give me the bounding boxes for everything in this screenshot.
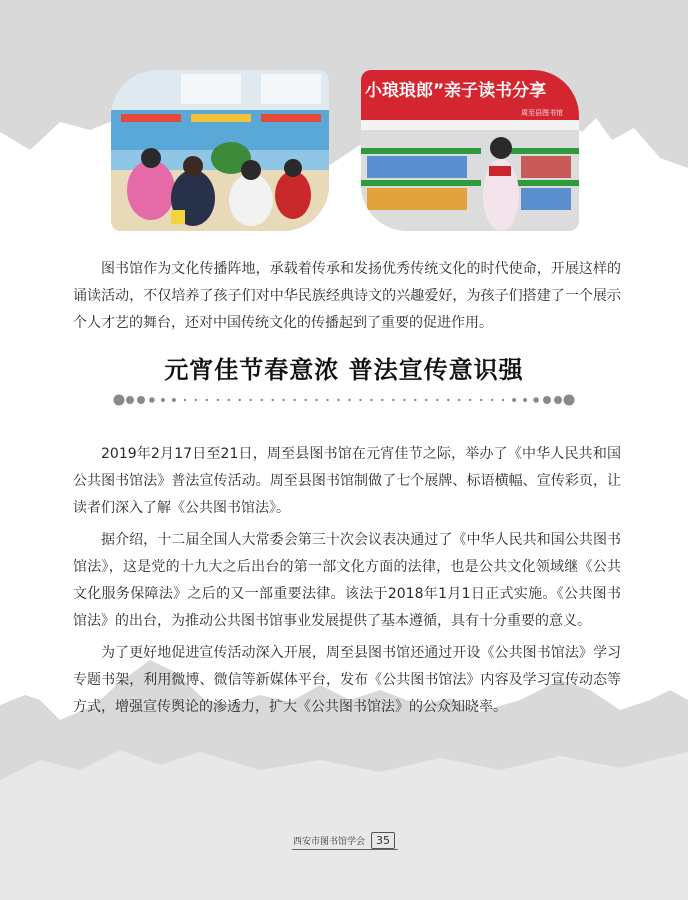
divider-dot [149, 397, 155, 403]
lower-mountain-highlight [0, 750, 688, 900]
divider-dot [370, 399, 372, 401]
divider-dot [250, 399, 252, 401]
divider-dot [195, 399, 197, 401]
divider-dot [359, 399, 361, 401]
body-paragraph: 为了更好地促进宣传活动深入开展，周至县图书馆还通过开设《公共图书馆法》学习专题书架，利用微博、微信等新媒体平台，发布《公共图书馆法》内容及学习宣传动态等方式，增强宣传舆论的渗透力，扩大《公共图书馆法》的公众知晓率。 [73, 645, 621, 715]
divider-dot [502, 399, 504, 401]
divider-dot [282, 399, 284, 401]
reading-event-image [361, 70, 579, 231]
divider-dot [161, 398, 165, 402]
dotted-divider [112, 393, 576, 407]
divider-dot [436, 399, 438, 401]
divider-dot [348, 399, 350, 401]
divider-dot [184, 399, 186, 401]
divider-dot [381, 399, 383, 401]
divider-dot [543, 396, 551, 404]
divider-dot [304, 399, 306, 401]
divider-dot [206, 399, 208, 401]
upper-mountain-band [0, 0, 688, 168]
divider-dot [554, 396, 562, 404]
event-banner-text: 小琅琅郎”亲子读书分享 [365, 81, 547, 101]
divider-dot [403, 399, 405, 401]
body-paragraph: 2019年2月17日至21日，周至县图书馆在元宵佳节之际，举办了《中华人民共和国公共图书馆法》普法宣传活动。周至县图书馆制做了七个展牌、标语横幅、宣传彩页，让读者们深入了解《公共图书馆法》。 [73, 446, 621, 516]
divider-dot [261, 399, 263, 401]
page-number: 35 [371, 832, 395, 849]
divider-dot [447, 399, 449, 401]
divider-dot [172, 398, 176, 402]
footer-organization: 西安市图书馆学会 [293, 837, 366, 847]
divider-dot [458, 399, 460, 401]
divider-dot [326, 399, 328, 401]
divider-dot [564, 395, 575, 406]
divider-dot [480, 399, 482, 401]
footer-rule [292, 849, 398, 850]
divider-dot [239, 399, 241, 401]
children-reading-image [111, 70, 329, 231]
photo-parent-child-reading-event [361, 70, 579, 231]
divider-dot [126, 396, 134, 404]
divider-dot [114, 395, 125, 406]
divider-dot [137, 396, 145, 404]
intro-paragraph-block [73, 256, 621, 337]
divider-dot [414, 399, 416, 401]
divider-dot [293, 399, 295, 401]
divider-dot [228, 399, 230, 401]
event-banner-subtitle: 周至县图书馆 [521, 109, 563, 117]
divider-dot [272, 399, 274, 401]
divider-dot [533, 397, 539, 403]
divider-dot [491, 399, 493, 401]
divider-dot [512, 398, 516, 402]
page-footer [293, 832, 395, 849]
divider-dot [523, 398, 527, 402]
divider-dot [469, 399, 471, 401]
divider-dot [425, 399, 427, 401]
divider-dot [217, 399, 219, 401]
intro-paragraph: 图书馆作为文化传播阵地，承载着传承和发扬优秀传统文化的时代使命，开展这样的诵读活动，不仅培养了孩子们对中华民族经典诗文的兴趣爱好，为孩子们搭建了一个展示个人才艺的舞台，还对中国传统文化的传播起到了重要的促进作用。 [73, 261, 621, 331]
article-body [73, 441, 621, 726]
photo-children-reading [111, 70, 329, 231]
divider-dot [337, 399, 339, 401]
divider-dot [315, 399, 317, 401]
body-paragraph: 据介绍，十二届全国人大常委会第三十次会议表决通过了《中华人民共和国公共图书馆法》，这是党的十九大之后出台的第一部文化方面的法律，也是公共文化领域继《公共文化服务保障法》之后的又一部重要法律。该法于2018年1月1日正式实施。《公共图书馆法》的出台，为推动公共图书馆事业发展提供了基本遵循，具有十分重要的意义。 [73, 532, 621, 629]
divider-dot [392, 399, 394, 401]
section-heading: 元宵佳节春意浓 普法宣传意识强 [164, 355, 524, 384]
